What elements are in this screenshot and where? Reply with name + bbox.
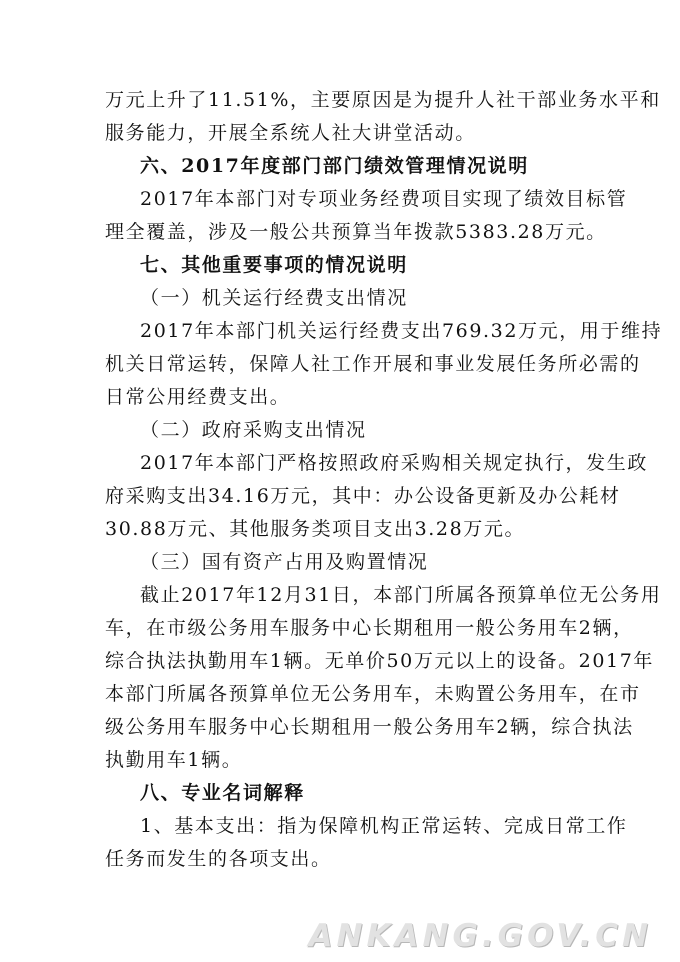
body-text-line: 级公务用车服务中心长期租用一般公务用车2辆，综合执法 [105,716,634,738]
body-text-line: 执勤用车1辆。 [105,749,243,771]
body-text-line: 30.88万元、其他服务类项目支出3.28万元。 [105,518,526,540]
body-text-line: 日常公用经费支出。 [105,386,291,408]
section-heading-6: 六、2017年度部门部门绩效管理情况说明 [140,155,529,177]
body-text-line: 综合执法执勤用车1辆。无单价50万元以上的设备。2017年 [105,650,655,672]
section-heading-7: 七、其他重要事项的情况说明 [140,254,408,276]
body-text-line: 机关日常运转，保障人社工作开展和事业发展任务所必需的 [105,353,641,375]
body-text-line: 理全覆盖，涉及一般公共预算当年拨款5383.28万元。 [105,221,607,243]
body-text-line: 车，在市级公务用车服务中心长期租用一般公务用车2辆， [105,617,634,639]
body-text-line: 本部门所属各预算单位无公务用车，未购置公务用车，在市 [105,683,641,705]
body-text-line: 1、基本支出：指为保障机构正常运转、完成日常工作 [140,815,628,837]
body-text-line: 2017年本部门机关运行经费支出769.32万元，用于维持 [140,320,663,342]
body-text-line: 2017年本部门严格按照政府采购相关规定执行，发生政 [140,452,648,474]
body-text-line: 任务而发生的各项支出。 [105,848,332,870]
subsection-heading-1: （一）机关运行经费支出情况 [140,287,408,309]
subsection-heading-3: （三）国有资产占用及购置情况 [140,551,429,573]
subsection-heading-2: （二）政府采购支出情况 [140,419,367,441]
body-text-line: 府采购支出34.16万元，其中：办公设备更新及办公耗材 [105,485,621,507]
site-watermark: ANKANG.GOV.CN [308,918,652,954]
body-text-line: 2017年本部门对专项业务经费项目实现了绩效目标管 [140,188,628,210]
body-text-line: 截止2017年12月31日，本部门所属各预算单位无公务用 [140,584,662,606]
body-text-line: 服务能力，开展全系统人社大讲堂活动。 [105,122,476,144]
section-heading-8: 八、专业名词解释 [140,782,305,804]
body-text-line: 万元上升了11.51%，主要原因是为提升人社干部业务水平和 [105,89,661,111]
